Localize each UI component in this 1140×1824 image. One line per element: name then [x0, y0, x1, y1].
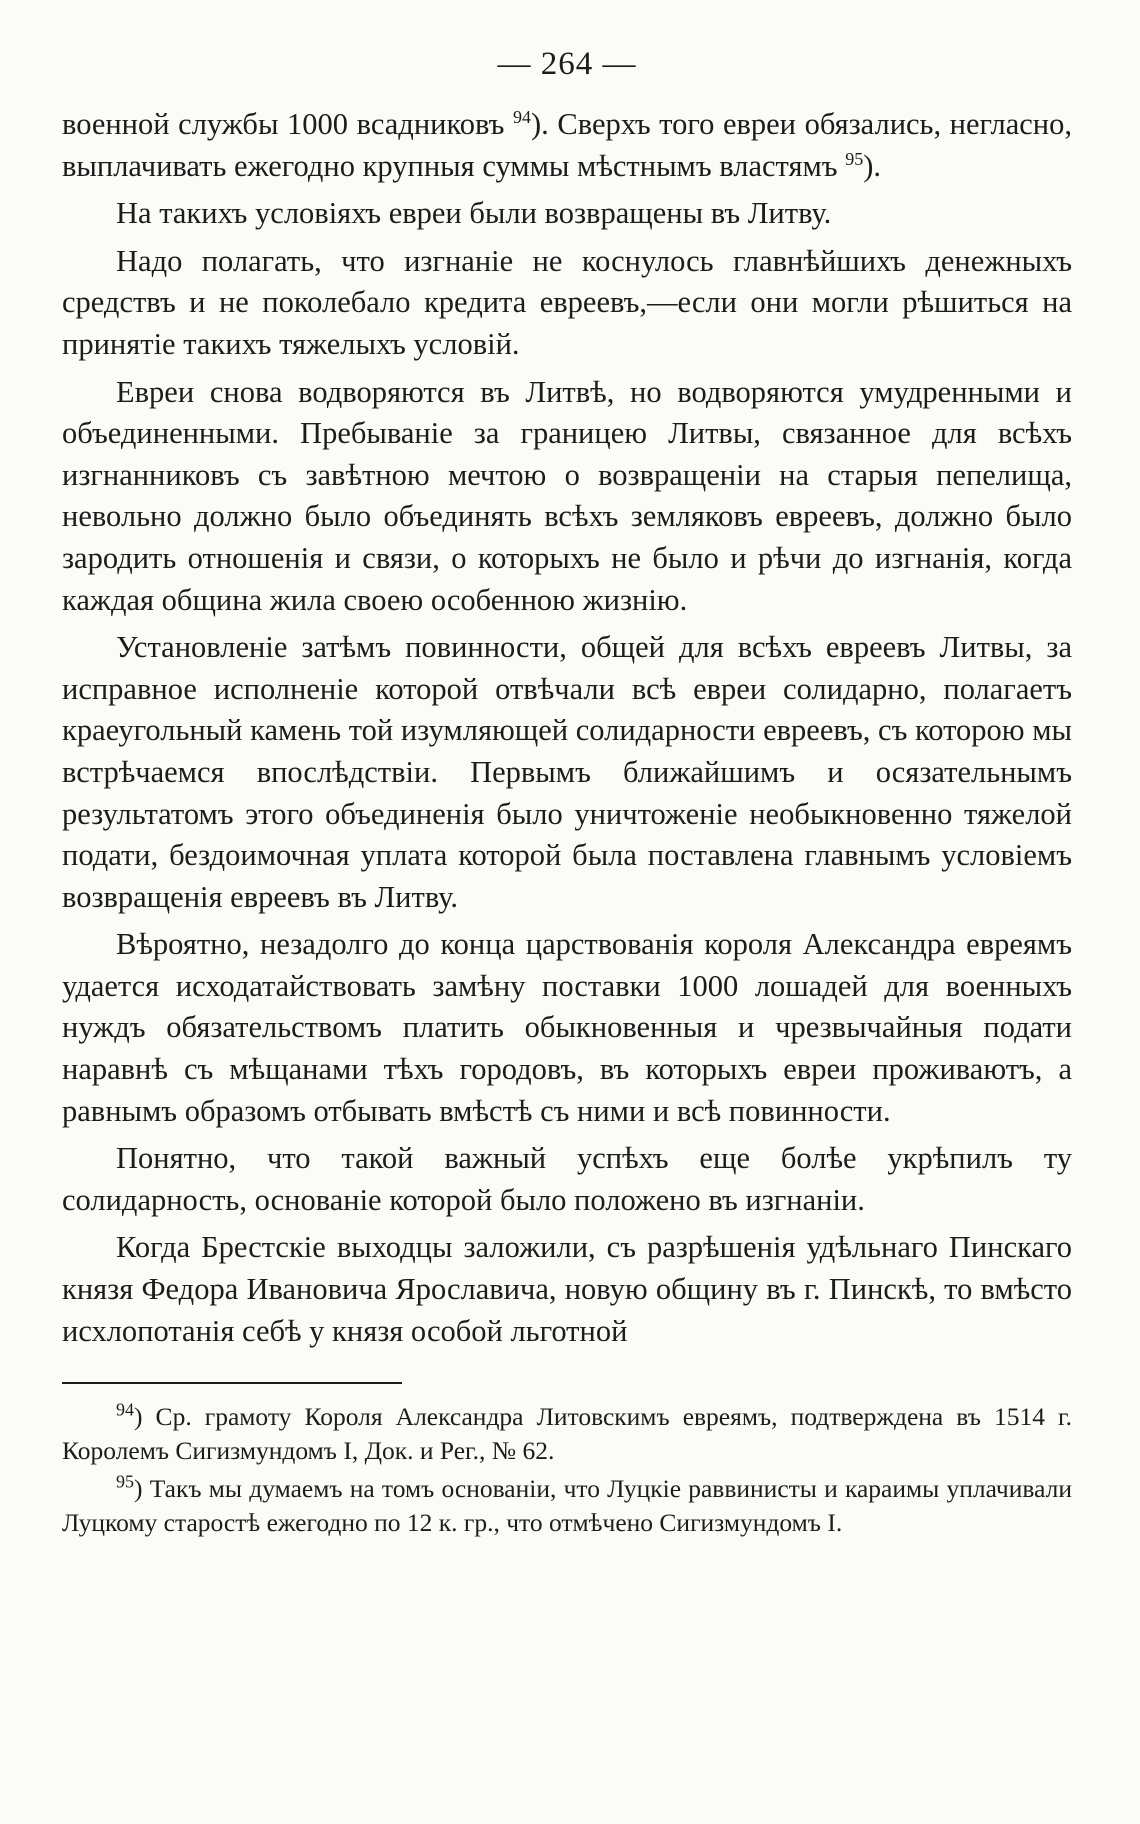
- page: [62, 42, 1072, 1540]
- footnote-94: [62, 1400, 1072, 1468]
- footnote-divider: [62, 1382, 402, 1384]
- paragraph-2: На такихъ условіяхъ евреи были возвращены въ Литву.: [116, 196, 832, 231]
- footnote-ref-95[interactable]: 95: [845, 148, 864, 169]
- footnotes: [62, 1400, 1072, 1540]
- paragraph-1-text-b: ). Сверхъ того евреи обязались, негласно, выплачивать ежегодно крупныя суммы мѣстнымъ властямъ: [62, 107, 1072, 183]
- paragraph-1: [62, 104, 1072, 187]
- paragraph-7: Понятно, что такой важный успѣхъ еще болѣе укрѣпилъ ту солидарность, основаніе которой было положено въ изгнаніи.: [62, 1141, 1072, 1217]
- paragraph-4: Евреи снова водворяются въ Литвѣ, но водворяются умудренными и объединенными. Пребываніе за границею Литвы, связанное для всѣхъ изгнанниковъ съ завѣтною мечтою о возвращеніи на старыя пепелища, невольно должно было объединять всѣхъ земляковъ евреевъ, должно было зародить отношенія и связи, о которыхъ не было и рѣчи до изгнанія, когда каждая община жила своею особенною жизнію.: [62, 374, 1072, 617]
- paragraph-6: Вѣроятно, незадолго до конца царствованія короля Александра евреямъ удается исходатайствовать замѣну поставки 1000 лошадей для военныхъ нуждъ обязательствомъ платить обыкновенныя и чрезвычайныя подати наравнѣ съ мѣщанами тѣхъ городовъ, въ которыхъ евреи проживаютъ, а равнымъ образомъ отбывать вмѣстѣ съ ними и всѣ повинности.: [62, 927, 1072, 1128]
- paragraph-5: Установленіе затѣмъ повинности, общей для всѣхъ евреевъ Литвы, за исправное исполненіе которой отвѣчали всѣ евреи солидарно, полагаетъ краеугольный камень той изумляющей солидарности евреевъ, съ которою мы встрѣчаемся впослѣдствіи. Первымъ ближайшимъ и осязательнымъ результатомъ этого объединенія было уничтоженіе необыкновенно тяжелой подати, бездоимочная уплата которой была поставлена главнымъ условіемъ возвращенія евреевъ въ Литву.: [62, 630, 1072, 914]
- footnote-ref-94[interactable]: 94: [513, 106, 531, 127]
- page-number: — 264 —: [497, 46, 637, 82]
- footnote-marker-94: 94: [116, 1399, 134, 1420]
- footnote-94-text: ) Ср. грамоту Короля Александра Литовскимъ евреямъ, подтверждена въ 1514 г. Королемъ Сигизмундомъ I, Док. и Рег., № 62.: [62, 1402, 1072, 1466]
- paragraph-3: Надо полагать, что изгнаніе не коснулось главнѣйшихъ денежныхъ средствъ и не поколебало кредита евреевъ,—если они могли рѣшиться на принятіе такихъ тяжелыхъ условій.: [62, 243, 1072, 361]
- footnote-marker-95: 95: [116, 1471, 134, 1492]
- paragraph-1-text-c: ).: [863, 148, 881, 183]
- footnote-95-text: ) Такъ мы думаемъ на томъ основаніи, что Луцкіе раввинисты и караимы уплачивали Луцкому старостѣ ежегодно по 12 к. гр., что отмѣчено Сигизмундомъ I.: [62, 1474, 1072, 1538]
- paragraph-1-text-a: военной службы 1000 всадниковъ: [62, 107, 513, 141]
- body-text: [62, 104, 1072, 1352]
- footnote-95: [62, 1472, 1072, 1540]
- paragraph-8: Когда Брестскіе выходцы заложили, съ разрѣшенія удѣльнаго Пинскаго князя Федора Ивановича Ярославича, новую общину въ г. Пинскѣ, то вмѣсто исхлопотанія себѣ у князя особой льготной: [62, 1230, 1072, 1348]
